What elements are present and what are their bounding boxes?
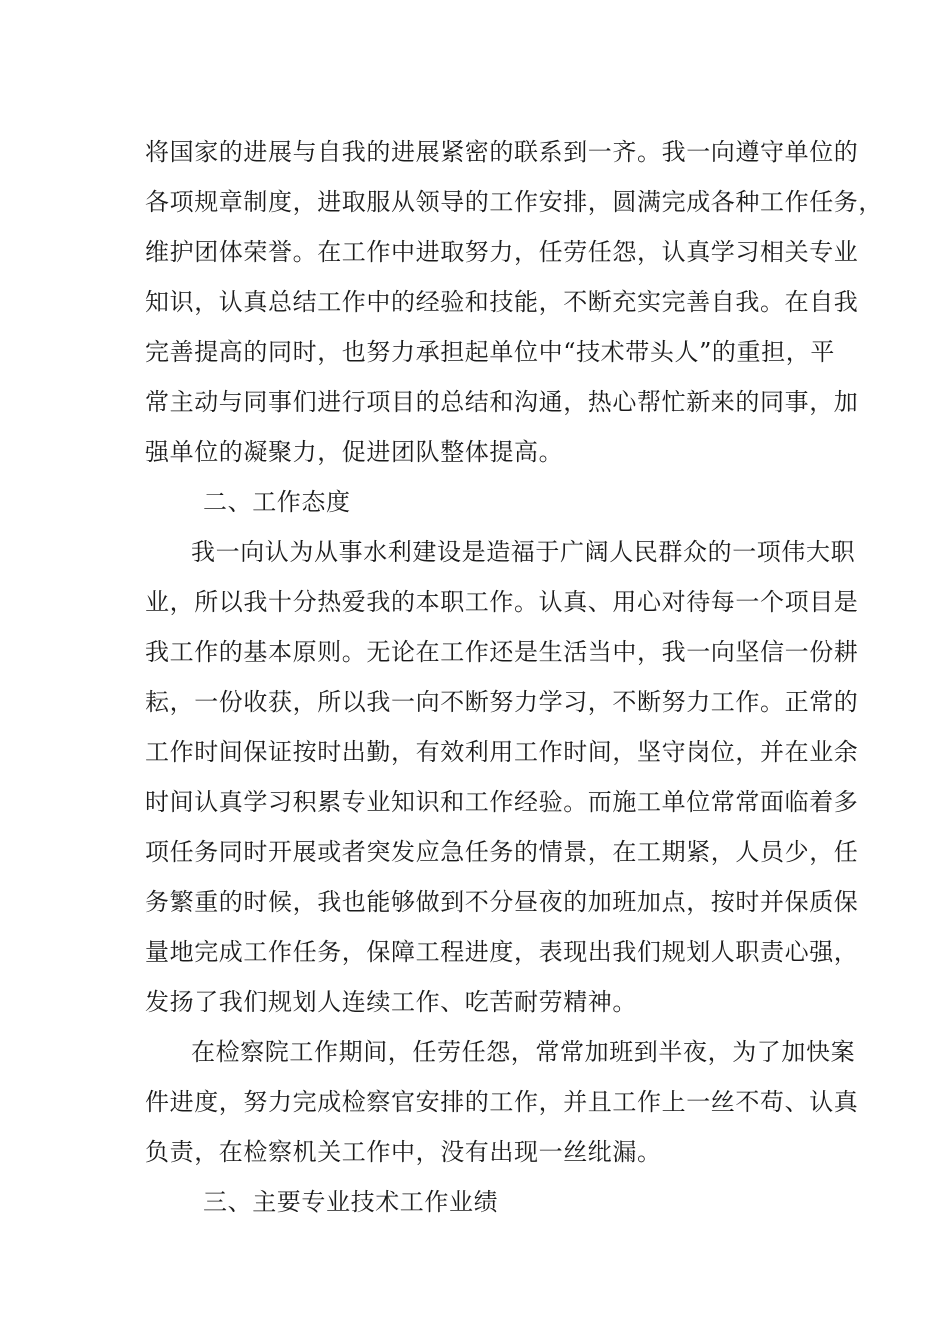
paragraph-line: 量地完成工作任务，保障工程进度，表现出我们规划人职责心强，	[145, 938, 859, 966]
paragraph-line: 维护团体荣誉。在工作中进取努力，任劳任怨，认真学习相关专业	[145, 238, 859, 266]
paragraph-line: 负责，在检察机关工作中，没有出现一丝纰漏。	[145, 1138, 662, 1166]
paragraph-line: 将国家的进展与自我的进展紧密的联系到一齐。我一向遵守单位的	[145, 138, 859, 166]
paragraph-line: 业，所以我十分热爱我的本职工作。认真、用心对待每一个项目是	[145, 588, 859, 616]
paragraph-line: 发扬了我们规划人连续工作、吃苦耐劳精神。	[145, 988, 637, 1016]
paragraph-line: 常主动与同事们进行项目的总结和沟通，热心帮忙新来的同事，加	[145, 388, 859, 416]
paragraph-line: 项任务同时开展或者突发应急任务的情景，在工期紧，人员少，任	[145, 838, 859, 866]
paragraph-line: 耘，一份收获，所以我一向不断努力学习，不断努力工作。正常的	[145, 688, 859, 716]
paragraph-line: 在检察院工作期间，任劳任怨，常常加班到半夜，为了加快案	[191, 1038, 856, 1066]
paragraph-line: 我工作的基本原则。无论在工作还是生活当中，我一向坚信一份耕	[145, 638, 859, 666]
paragraph-line: 我一向认为从事水利建设是造福于广阔人民群众的一项伟大职	[191, 538, 856, 566]
paragraph-line: 时间认真学习积累专业知识和工作经验。而施工单位常常面临着多	[145, 788, 859, 816]
paragraph-line: 务繁重的时候，我也能够做到不分昼夜的加班加点，按时并保质保	[145, 888, 859, 916]
paragraph-line: 件进度，努力完成检察官安排的工作，并且工作上一丝不苟、认真	[145, 1088, 859, 1116]
section-heading-work-attitude: 二、工作态度	[203, 488, 351, 516]
paragraph-line: 完善提高的同时，也努力承担起单位中“技术带头人”的重担，平	[145, 338, 835, 366]
paragraph-line: 强单位的凝聚力，促进团队整体提高。	[145, 438, 564, 466]
paragraph-line: 工作时间保证按时出勤，有效利用工作时间，坚守岗位，并在业余	[145, 738, 859, 766]
paragraph-line: 各项规章制度，进取服从领导的工作安排，圆满完成各种工作任务，	[145, 188, 883, 216]
section-heading-main-achievements: 三、主要专业技术工作业绩	[203, 1188, 499, 1216]
paragraph-line: 知识，认真总结工作中的经验和技能，不断充实完善自我。在自我	[145, 288, 859, 316]
